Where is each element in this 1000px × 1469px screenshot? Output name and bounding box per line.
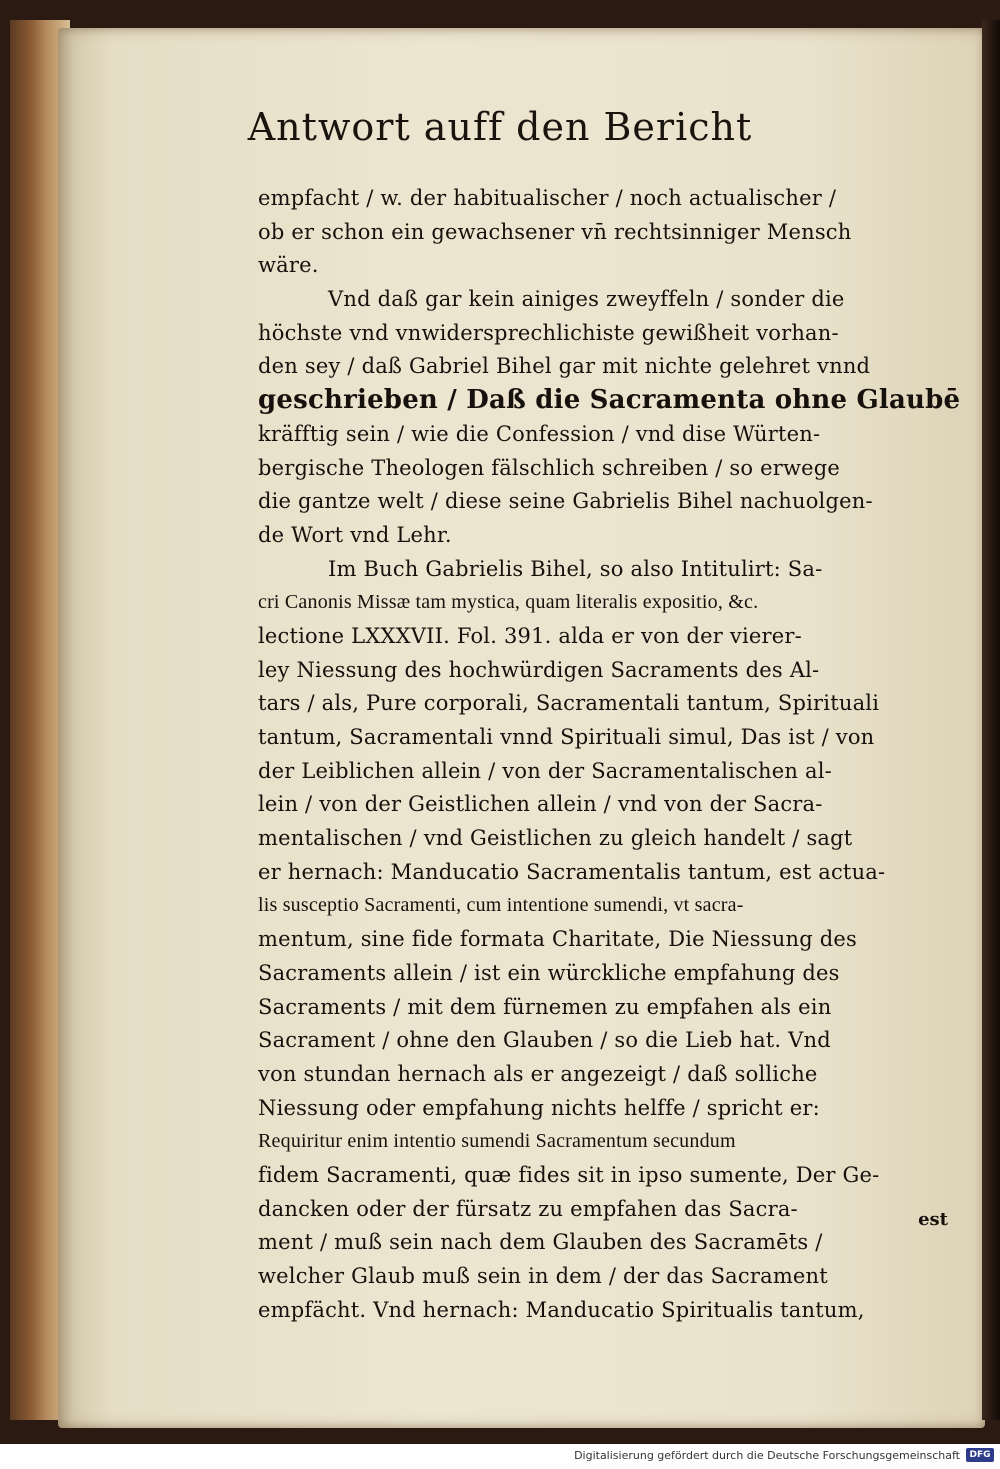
text-line: welcher Glaub muß sein in dem / der das Sacrament: [258, 1264, 828, 1288]
text-line: ob er schon ein gewachsener vn̄ rechtsinniger Mensch: [258, 219, 852, 244]
text-line: empfacht / w. der habitualischer / noch actualischer /: [258, 186, 837, 210]
text-line: Im Buch Gabrielis Bihel, so also Intitulirt: Sa‑: [328, 556, 823, 581]
running-head: Antwort auff den Bericht: [247, 105, 753, 149]
footer-bar: [0, 1444, 1000, 1469]
funding-credit: Digitalisierung gefördert durch die Deutsche Forschungsgemeinschaft: [574, 1449, 960, 1462]
text-line: Niessung oder empfahung nichts helffe / spricht er:: [258, 1095, 820, 1120]
text-line: de Wort vnd Lehr.: [258, 522, 452, 547]
text-line: von stundan hernach als er angezeigt / daß solliche: [258, 1061, 818, 1086]
text-line: lectione LXXXVII. Fol. 391. alda er von der vierer‑: [258, 623, 802, 648]
text-line: tantum, Sacramentali vnnd Spirituali simul, Das ist / von: [258, 725, 875, 749]
text-line: ley Niessung des hochwürdigen Sacraments des Al‑: [258, 657, 820, 682]
text-line: mentum, sine fide formata Charitate, Die Niessung des: [258, 927, 857, 952]
text-line: den sey / daß Gabriel Bihel gar mit nichte gelehret vnnd: [258, 354, 871, 379]
text-line: kräfftig sein / wie die Confession / vnd dise Würten‑: [258, 421, 821, 446]
dfg-logo: DFG: [966, 1448, 994, 1462]
text-line: Requiritur enim intentio sumendi Sacramentum secundum: [258, 1130, 736, 1153]
text-line: Sacraments allein / ist ein würckliche empfahung des: [258, 960, 840, 985]
text-line: die gantze welt / diese seine Gabrielis Bihel nachuolgen‑: [258, 489, 873, 514]
text-line: lis susceptio Sacramenti, cum intentione sumendi, vt sacra‑: [258, 894, 744, 917]
text-line: empfächt. Vnd hernach: Manducatio Spiritualis tantum,: [258, 1297, 865, 1322]
text-line: Vnd daß gar kein ainiges zweyffeln / sonder die: [328, 287, 845, 312]
text-line: cri Canonis Missæ tam mystica, quam literalis expositio, &c.: [258, 591, 759, 614]
text-line: der Leiblichen allein / von der Sacramentalischen al‑: [258, 758, 832, 783]
text-line: Sacraments / mit dem fürnemen zu empfahen als ein: [258, 994, 832, 1019]
text-line: fidem Sacramenti, quæ fides sit in ipso sumente, Der Ge‑: [258, 1162, 880, 1187]
text-line: ment / muß sein nach dem Glauben des Sacramēts /: [258, 1230, 823, 1255]
page-right-shadow: [982, 20, 1000, 1420]
catchword: est: [918, 1209, 948, 1230]
text-line: bergische Theologen fälschlich schreiben / so erwege: [258, 455, 841, 480]
text-line: geschrieben / Daß die Sacramenta ohne Glaubē: [258, 385, 961, 416]
text-line: lein / von der Geistlichen allein / vnd von der Sacra‑: [258, 792, 823, 817]
text-line: Sacrament / ohne den Glauben / so die Lieb hat. Vnd: [258, 1028, 831, 1053]
text-line: tars / als, Pure corporali, Sacramentali tantum, Spirituali: [258, 691, 880, 716]
text-line: höchste vnd vnwidersprechlichiste gewißheit vorhan‑: [258, 320, 839, 345]
text-line: er hernach: Manducatio Sacramentalis tantum, est actua‑: [258, 859, 886, 884]
main-text-block: [258, 182, 973, 1327]
text-line: mentalischen / vnd Geistlichen zu gleich handelt / sagt: [258, 826, 853, 851]
text-line: wäre.: [258, 253, 319, 278]
text-line: dancken oder der fürsatz zu empfahen das Sacra‑: [258, 1196, 798, 1221]
